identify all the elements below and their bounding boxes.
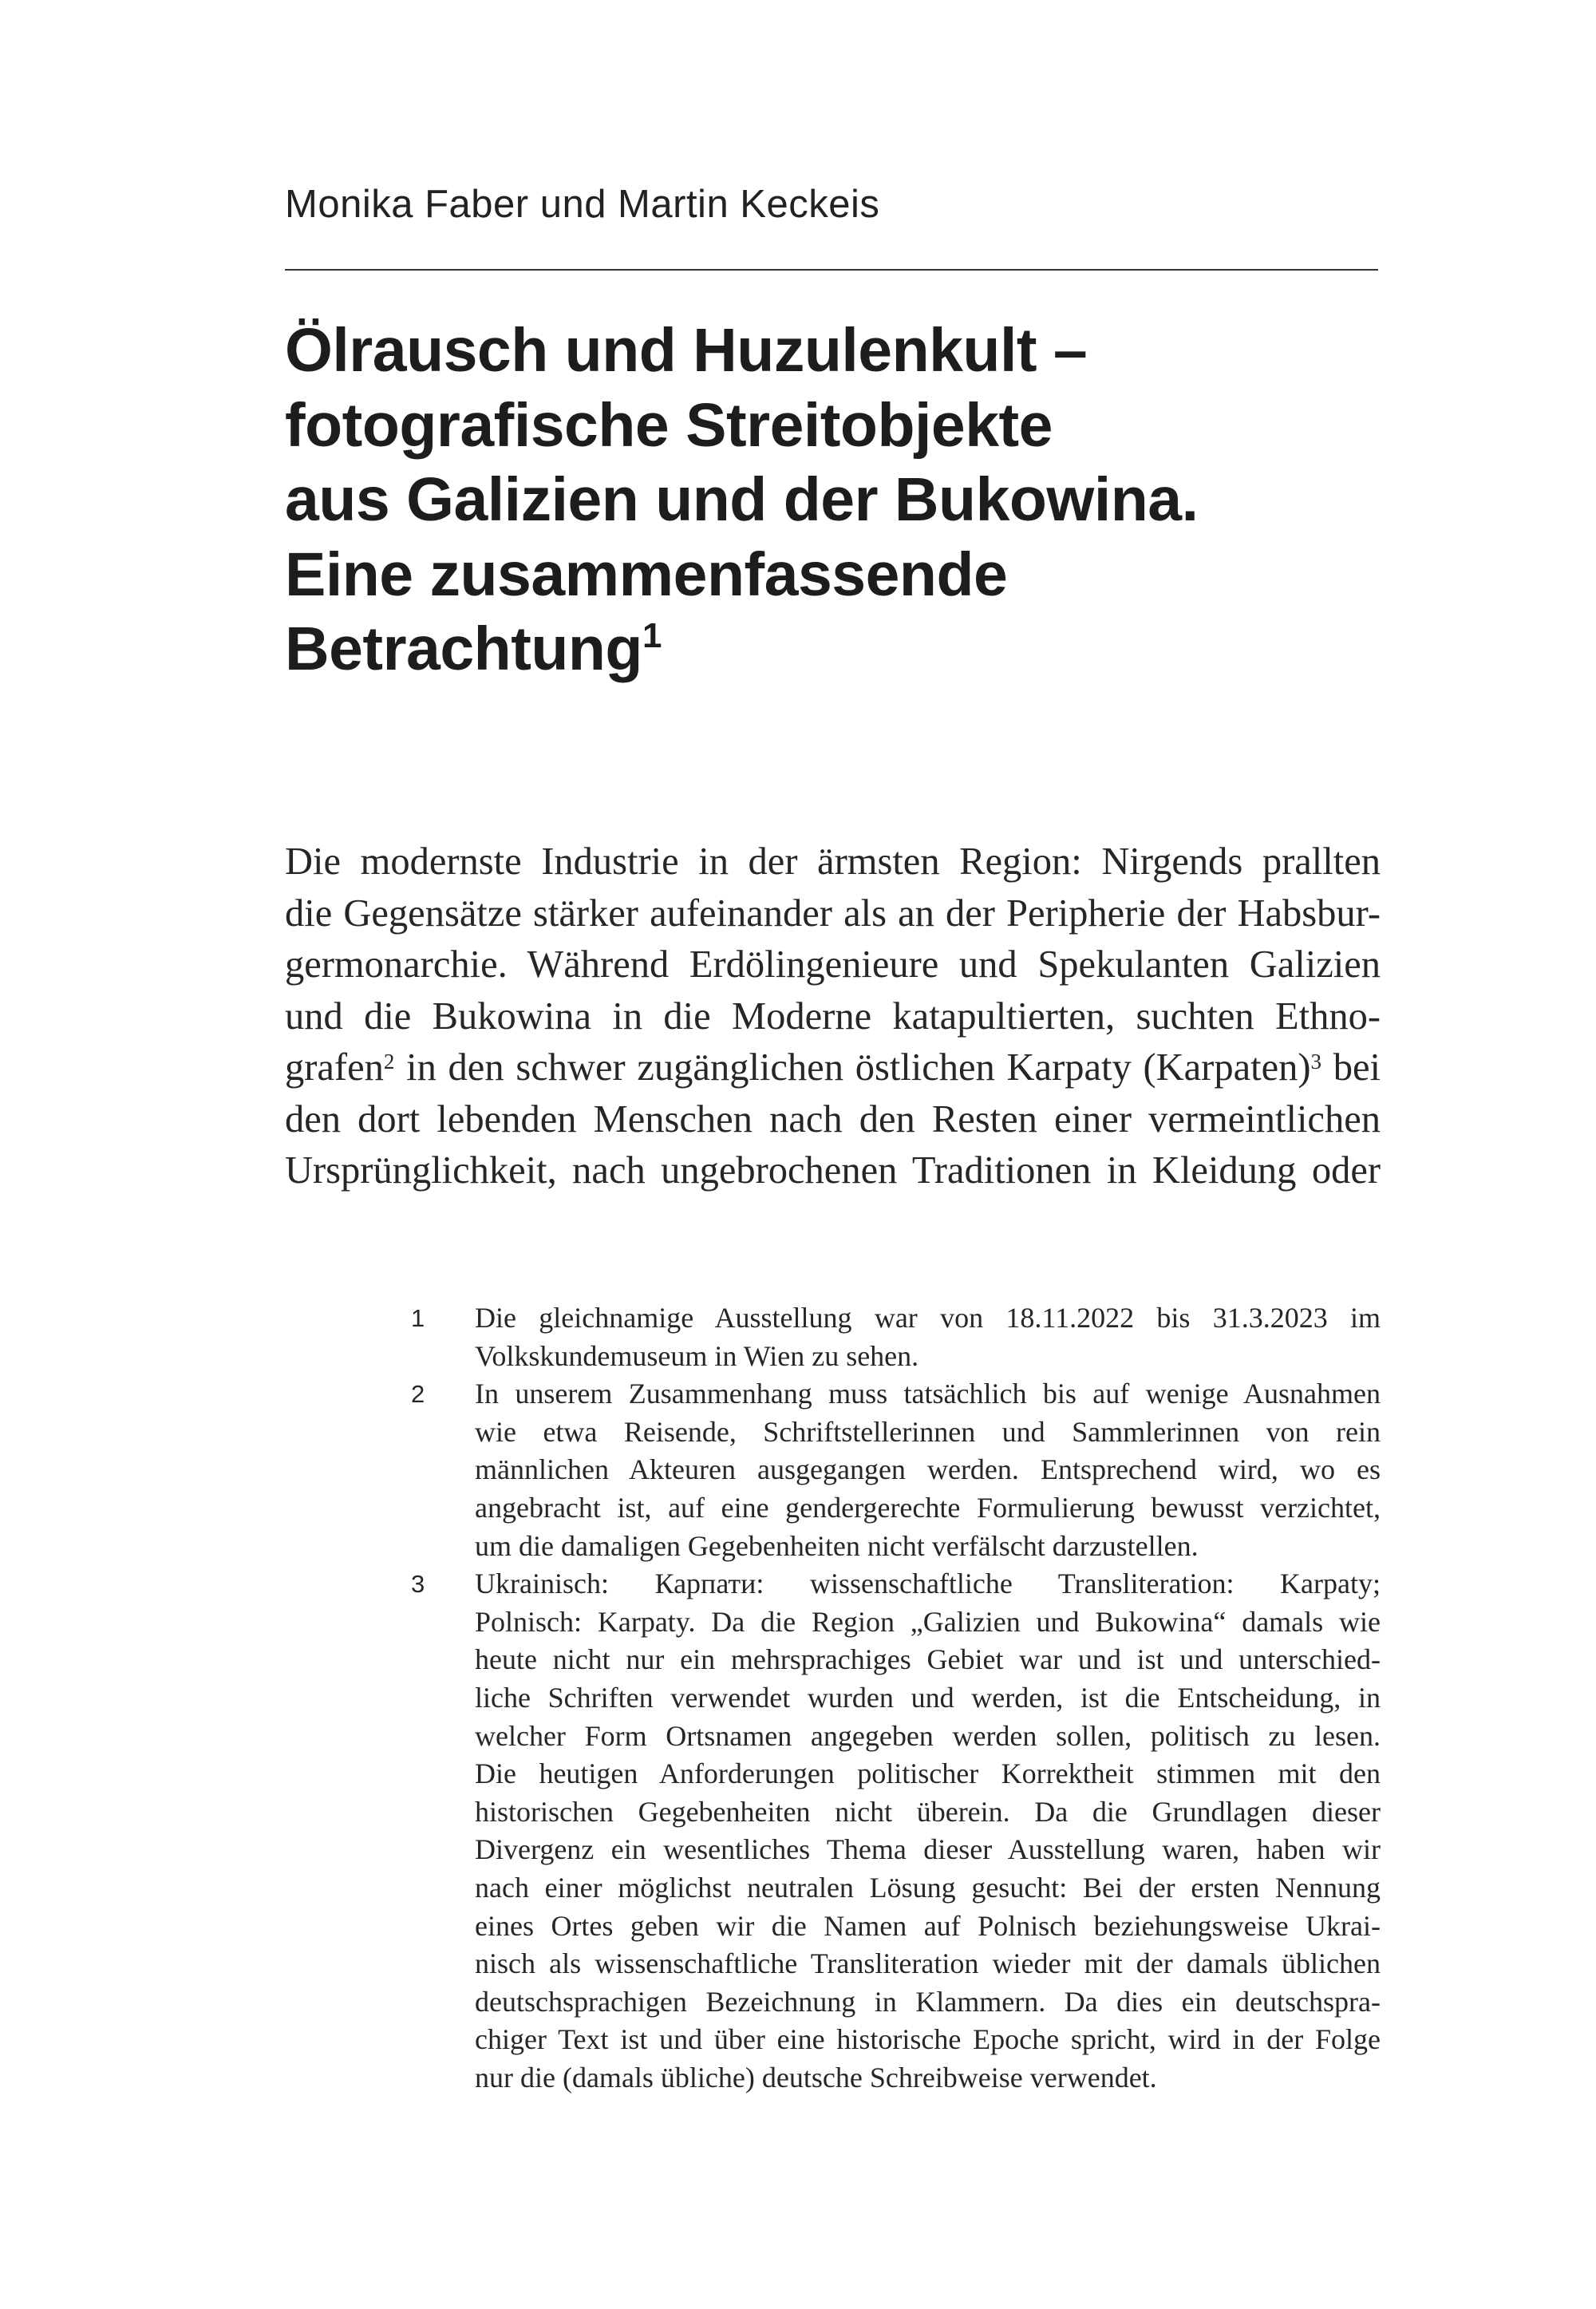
footnote-line: liche Schriften verwendet wurden und werden, ist die Entscheidung, in (475, 1681, 1381, 1714)
title-line: fotografische Streitobjekte (285, 390, 1053, 460)
footnote-ref-3: 3 (1310, 1050, 1321, 1073)
author-line: Monika Faber und Martin Keckeis (285, 183, 880, 226)
title-line-last (285, 612, 1378, 687)
footnotes (407, 1299, 1381, 2097)
article-title (285, 314, 1378, 687)
body-text-fragment: in den schwer zugänglichen östlichen Karpaty (Karpaten) (394, 1046, 1311, 1089)
footnote-line: chiger Text ist und über eine historische Epoche spricht, wird in der Folge (475, 2023, 1381, 2056)
body-paragraph (285, 836, 1381, 1197)
body-line: Die modernste Industrie in der ärmsten Region: Nirgends prallten (285, 840, 1381, 883)
body-line: und die Bukowina in die Moderne katapultierten, suchten Ethno- (285, 994, 1381, 1038)
footnote-line: welcher Form Ortsnamen angegeben werden sollen, politisch zu lesen. (475, 1719, 1381, 1752)
title-text: Betrachtung (285, 615, 642, 683)
footnote-line: Die gleichnamige Ausstellung war von 18.11.2022 bis 31.3.2023 im (475, 1302, 1381, 1334)
body-text-fragment: grafen (285, 1046, 384, 1089)
title-line: Ölrausch und Huzulenkult – (285, 316, 1088, 385)
body-line: die Gegensätze stärker aufeinander als an der Peripherie der Habsbur- (285, 892, 1381, 935)
footnote-number: 2 (411, 1380, 425, 1409)
footnote-line: Polnisch: Karpaty. Da die Region „Galizien und Bukowina“ damals wie (475, 1605, 1381, 1638)
footnote-number: 3 (411, 1570, 425, 1599)
footnote-line: wie etwa Reisende, Schriftstellerinnen und Sammlerinnen von rein (475, 1415, 1381, 1448)
footnote-line: nur die (damals übliche) deutsche Schreibweise verwendet. (475, 2061, 1157, 2094)
footnote-number: 1 (411, 1304, 425, 1332)
footnote-text (475, 1565, 1381, 2097)
header-divider (285, 269, 1378, 271)
footnote-2 (407, 1375, 1381, 1565)
body-line: den dort lebenden Menschen nach den Resten einer vermeintlichen (285, 1097, 1381, 1141)
footnote-line: nach einer möglichst neutralen Lösung gesucht: Bei der ersten Nennung (475, 1871, 1381, 1904)
footnote-text (475, 1299, 1381, 1375)
footnote-line: angebracht ist, auf eine gendergerechte Formulierung bewusst verzichtet, (475, 1491, 1381, 1524)
footnote-line: nisch als wissenschaftliche Transliteration wieder mit der damals üblichen (475, 1947, 1381, 1980)
footnote-3 (407, 1565, 1381, 2097)
footnote-line: um die damaligen Gegebenheiten nicht verfälscht darzustellen. (475, 1529, 1199, 1562)
footnote-line: eines Ortes geben wir die Namen auf Polnisch beziehungsweise Ukrai- (475, 1909, 1381, 1942)
title-line: aus Galizien und der Bukowina. (285, 465, 1199, 534)
footnote-line: historischen Gegebenheiten nicht überein. Da die Grundlagen dieser (475, 1795, 1381, 1828)
footnote-text (475, 1375, 1381, 1565)
body-text-fragment: bei (1321, 1046, 1381, 1089)
title-footnote-ref: 1 (642, 616, 662, 655)
footnote-ref-2: 2 (383, 1050, 395, 1073)
footnote-line: In unserem Zusammenhang muss tatsächlich bis auf wenige Ausnahmen (475, 1378, 1381, 1410)
footnote-line: Divergenz ein wesentliches Thema dieser Ausstellung waren, haben wir (475, 1833, 1381, 1866)
body-line-with-refs (285, 1042, 1381, 1094)
footnote-line: deutschsprachigen Bezeichnung in Klammern. Da dies ein deutschspra- (475, 1985, 1381, 2018)
footnote-1 (407, 1299, 1381, 1375)
body-line: Ursprünglichkeit, nach ungebrochenen Traditionen in Kleidung oder (285, 1149, 1381, 1192)
body-line: germonarchie. Während Erdölingenieure und Spekulanten Galizien (285, 943, 1381, 986)
footnote-line: Volkskundemuseum in Wien zu sehen. (475, 1339, 919, 1372)
footnote-line: heute nicht nur ein mehrsprachiges Gebiet war und ist und unterschied- (475, 1643, 1381, 1676)
footnote-line: Ukrainisch: Карпати: wissenschaftliche Transliteration: Karpaty; (475, 1568, 1381, 1600)
footnote-line: Die heutigen Anforderungen politischer Korrektheit stimmen mit den (475, 1757, 1381, 1790)
title-line: Eine zusammenfassende (285, 540, 1008, 609)
footnote-line: männlichen Akteuren ausgegangen werden. Entsprechend wird, wo es (475, 1453, 1381, 1486)
